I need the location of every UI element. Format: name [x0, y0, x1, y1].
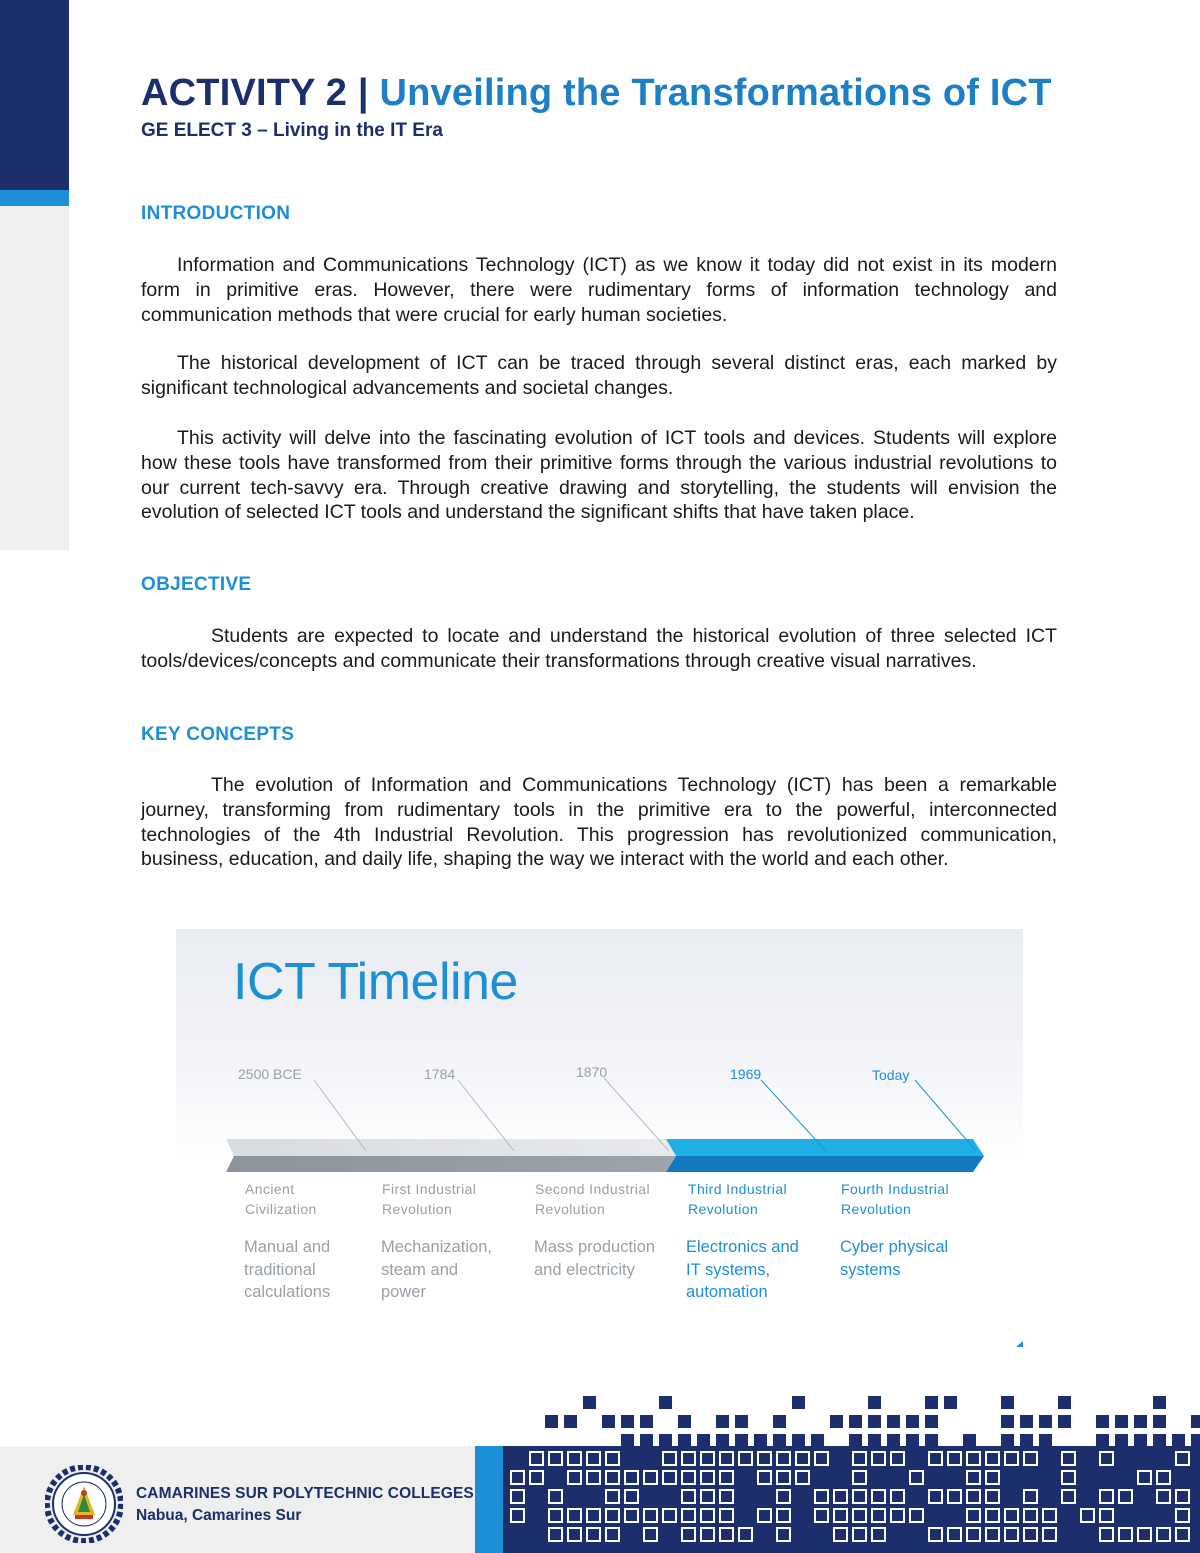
key-concepts-heading: KEY CONCEPTS [141, 724, 295, 745]
pixel-square [545, 1415, 558, 1428]
pixel-square [678, 1434, 691, 1447]
pixel-square [735, 1434, 748, 1447]
stage-year: Today [872, 1067, 910, 1083]
pixel-square [1134, 1415, 1147, 1428]
pixel-square [602, 1415, 615, 1428]
introduction-heading: INTRODUCTION [141, 203, 291, 224]
pixel-square [1001, 1396, 1014, 1409]
pixel-square [1039, 1434, 1052, 1447]
pixel-square [621, 1434, 634, 1447]
objective-paragraph: Students are expected to locate and understand the historical evolution of three selected ICT tools/devices/concepts and communicate their transformations through creative visual narratives. [141, 625, 1057, 672]
timeline-band-gray-top [226, 1139, 676, 1156]
stage-era: Third Industrial Revolution [688, 1181, 787, 1217]
pixel-square [887, 1434, 900, 1447]
stage-description: Manual and traditional calculations [244, 1238, 331, 1301]
timeline-band-blue-bottom [666, 1156, 984, 1172]
pixel-square [868, 1396, 881, 1409]
pixel-square [697, 1434, 710, 1447]
pixel-square [659, 1396, 672, 1409]
stage-description: Cyber physical systems [840, 1238, 949, 1279]
title-main: Unveiling the Transformations of ICT [379, 72, 1052, 114]
pixel-square [1115, 1434, 1128, 1447]
side-accent-blue [0, 190, 69, 206]
pixel-square [925, 1434, 938, 1447]
key-concepts-paragraph: The evolution of Information and Communications Technology (ICT) has been a remarkable journey, transforming from rudimentary tools in the primitive era to the powerful, interconnected technologies of the 4th Industrial Revolution. This progression has revolutionized communication, business, education, and daily life, shaping the way we interact with the world and each other. [141, 774, 1057, 871]
pixel-square [640, 1415, 653, 1428]
decorative-pixel-pattern [475, 1390, 1200, 1553]
stage-year: 2500 BCE [238, 1066, 302, 1082]
stage-description: Mass production and electricity [534, 1238, 656, 1279]
introduction-paragraph-2: The historical development of ICT can be traced through several distinct eras, each marked by significant technological advancements and societal changes. [141, 352, 1057, 399]
pixel-square [963, 1434, 976, 1447]
stage-era: Fourth Industrial Revolution [841, 1181, 949, 1217]
pixel-square [583, 1396, 596, 1409]
pixel-square [944, 1396, 957, 1409]
stage-era: Second Industrial Revolution [535, 1181, 650, 1217]
pixel-square [1153, 1434, 1166, 1447]
pixel-square [773, 1415, 786, 1428]
objective-heading: OBJECTIVE [141, 574, 252, 595]
stage-description: Mechanization, steam and power [381, 1238, 492, 1301]
pixel-square [830, 1415, 843, 1428]
pixel-square [564, 1415, 577, 1428]
pixel-accent-bar [475, 1446, 503, 1553]
pixel-square [792, 1396, 805, 1409]
pixel-square [1058, 1415, 1071, 1428]
introduction-paragraph-1: Information and Communications Technology (ICT) as we know it today did not exist in its modern form in primitive eras. However, there were rudimentary forms of information technology and communication methods that were crucial for early human societies. [141, 254, 1057, 326]
pixel-square [773, 1434, 786, 1447]
pixel-square [925, 1415, 938, 1428]
timeline-title: ICT Timeline [233, 953, 518, 1011]
pixel-square [621, 1415, 634, 1428]
pixel-square [887, 1415, 900, 1428]
college-location: Nabua, Camarines Sur [136, 1507, 302, 1524]
pixel-square [1020, 1415, 1033, 1428]
stage-description: Electronics and IT systems, automation [686, 1238, 799, 1301]
introduction-paragraph-3: This activity will delve into the fascinating evolution of ICT tools and devices. Students will explore how these tools have transformed from their primitive forms through the various industrial revolutions to our current tech-savvy era. Through creative drawing and storytelling, the students will envision the evolution of selected ICT tools and understand the significant shifts that have taken place. [141, 427, 1057, 524]
stage-year: 1969 [730, 1066, 762, 1082]
pixel-square [1153, 1396, 1166, 1409]
pixel-square [1001, 1434, 1014, 1447]
pixel-square [1172, 1434, 1185, 1447]
pixel-square [716, 1434, 729, 1447]
pixel-square [1115, 1415, 1128, 1428]
timeline-corner-marker [1016, 1341, 1023, 1347]
pixel-square [735, 1415, 748, 1428]
pixel-square [925, 1396, 938, 1409]
pixel-square [678, 1415, 691, 1428]
side-accent-navy [0, 0, 69, 190]
pixel-square [811, 1434, 824, 1447]
pixel-square [906, 1434, 919, 1447]
pixel-square [1058, 1396, 1071, 1409]
timeline-band-gray-bottom [226, 1156, 676, 1172]
pixel-square [1020, 1434, 1033, 1447]
pixel-square [640, 1434, 653, 1447]
college-name: CAMARINES SUR POLYTECHNIC COLLEGES [136, 1485, 474, 1502]
pixel-square [868, 1434, 881, 1447]
ict-timeline-infographic [176, 929, 1023, 1349]
pixel-square [849, 1434, 862, 1447]
pixel-square [792, 1434, 805, 1447]
stage-year: 1784 [424, 1066, 456, 1082]
pixel-square [1191, 1434, 1200, 1447]
pixel-square [1096, 1415, 1109, 1428]
pixel-square [849, 1415, 862, 1428]
pixel-square [868, 1415, 881, 1428]
pixel-square [716, 1415, 729, 1428]
stage-year: 1870 [576, 1064, 608, 1080]
pixel-square [754, 1434, 767, 1447]
pixel-square [1001, 1415, 1014, 1428]
stage-era: Ancient Civilization [245, 1181, 317, 1217]
title-prefix: ACTIVITY 2 | [141, 72, 380, 114]
pixel-square [1191, 1415, 1200, 1428]
pixel-square [659, 1434, 672, 1447]
pixel-square [1039, 1415, 1052, 1428]
pixel-square [1153, 1415, 1166, 1428]
pixel-square [1096, 1434, 1109, 1447]
page-subtitle: GE ELECT 3 – Living in the IT Era [141, 120, 443, 141]
pixel-square [1134, 1434, 1147, 1447]
page-title [141, 72, 1052, 115]
college-seal-logo [45, 1465, 123, 1543]
timeline-band-blue-top [666, 1139, 984, 1156]
pixel-square [906, 1415, 919, 1428]
pixel-navy-block [503, 1446, 1200, 1553]
stage-era: First Industrial Revolution [382, 1181, 477, 1217]
